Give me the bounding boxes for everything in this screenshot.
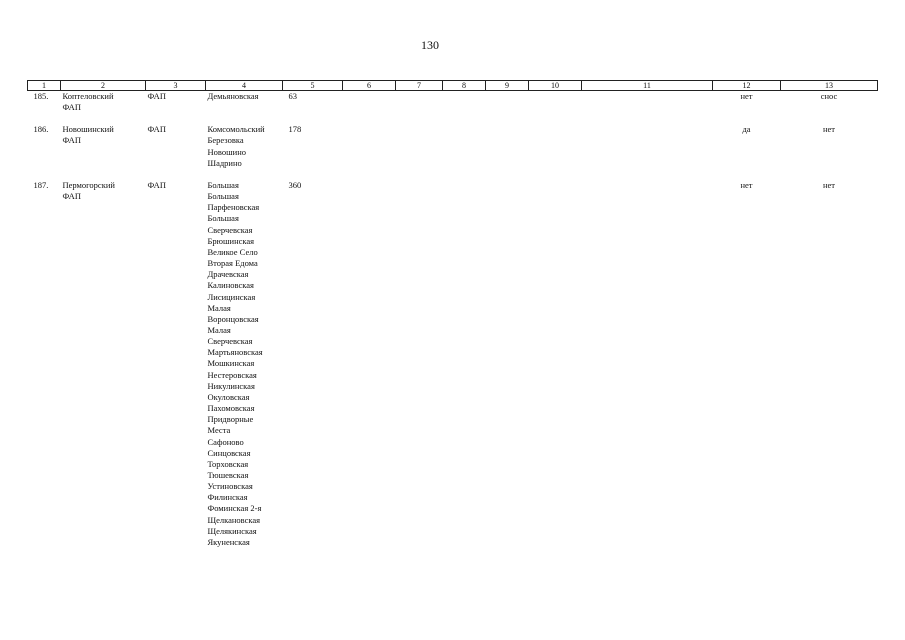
settlement: Якуненская	[207, 536, 250, 547]
facility-name	[61, 124, 146, 169]
facility-name-line: Новошинский	[62, 124, 114, 135]
settlement: Устиновская	[207, 481, 253, 492]
empty-cell	[582, 91, 713, 114]
settlement: Мошкинская	[207, 358, 255, 369]
row-number: 187.	[33, 179, 49, 190]
col12-value: нет	[740, 91, 753, 101]
facility-name-line: ФАП	[62, 191, 81, 202]
col-header-13: 13	[781, 81, 878, 91]
settlement: Новошино	[207, 146, 246, 157]
col-header-9: 9	[486, 81, 529, 91]
empty-cell	[443, 124, 486, 169]
empty-cell	[529, 91, 582, 114]
table-row	[28, 91, 878, 114]
settlement: Нестеровская	[207, 369, 257, 380]
settlement: Шадрино	[207, 157, 242, 168]
empty-cell	[486, 124, 529, 169]
settlement: Синцовская	[207, 447, 251, 458]
settlement: Парфеновская	[207, 202, 260, 213]
col13-value: снос	[820, 91, 838, 101]
settlement: Сверчевская	[207, 336, 253, 347]
settlement: Торховская	[207, 458, 249, 469]
settlement: Малая	[207, 302, 231, 313]
facility-name-line: ФАП	[62, 135, 81, 146]
table-row	[28, 180, 878, 548]
settlement: Большая	[207, 191, 239, 202]
settlement: Малая	[207, 324, 231, 335]
empty-cell	[582, 180, 713, 548]
col-header-6: 6	[343, 81, 396, 91]
settlements-cell	[206, 180, 283, 548]
facility-name-line: ФАП	[62, 102, 81, 113]
table-row	[28, 124, 878, 169]
col-header-12: 12	[713, 81, 781, 91]
col-header-1: 1	[28, 81, 61, 91]
settlement: Воронцовская	[207, 313, 259, 324]
col-header-11: 11	[582, 81, 713, 91]
facility-type: ФАП	[147, 179, 166, 190]
settlement: Места	[207, 425, 231, 436]
settlement: Сверчевская	[207, 224, 253, 235]
col-header-4: 4	[206, 81, 283, 91]
row-spacer	[28, 169, 878, 180]
population: 360	[288, 179, 302, 190]
column-number-row	[28, 81, 878, 91]
col-header-10: 10	[529, 81, 582, 91]
facility-name-line: Коптеловский	[62, 91, 114, 101]
settlements-cell	[206, 91, 283, 114]
settlement: Никулинская	[207, 380, 255, 391]
settlement: Вторая Едома	[207, 258, 258, 269]
settlements-cell	[206, 124, 283, 169]
population: 63	[288, 91, 297, 101]
settlement: Лисицинская	[207, 291, 256, 302]
facility-name	[61, 180, 146, 548]
settlement: Мартьяновская	[207, 347, 263, 358]
settlement: Пахомовская	[207, 403, 255, 414]
col-header-8: 8	[443, 81, 486, 91]
col13-value: нет	[822, 124, 836, 135]
settlement: Сафоново	[207, 436, 244, 447]
page-number: 130	[421, 38, 439, 52]
settlement: Драчевская	[207, 269, 249, 280]
col12-value: да	[742, 124, 751, 135]
empty-cell	[486, 180, 529, 548]
empty-cell	[443, 91, 486, 114]
settlement: Березовка	[207, 135, 244, 146]
settlements-table	[27, 80, 878, 548]
col-header-2: 2	[61, 81, 146, 91]
empty-cell	[343, 180, 396, 548]
empty-cell	[396, 91, 443, 114]
empty-cell	[343, 91, 396, 114]
empty-cell	[343, 124, 396, 169]
settlement: Придворные	[207, 414, 254, 425]
settlement: Щелякинская	[207, 525, 257, 536]
empty-cell	[396, 124, 443, 169]
col-header-5: 5	[283, 81, 343, 91]
empty-cell	[486, 91, 529, 114]
facility-type: ФАП	[147, 91, 166, 101]
col13-value: нет	[822, 179, 836, 190]
empty-cell	[529, 124, 582, 169]
population: 178	[288, 124, 302, 135]
row-number: 185.	[33, 91, 49, 101]
settlement: Окуловская	[207, 391, 250, 402]
row-spacer	[28, 113, 878, 124]
settlement: Фоминская 2-я	[207, 503, 262, 514]
settlement: Щелкановская	[207, 514, 261, 525]
settlement: Великое Село	[207, 246, 258, 257]
settlement: Большая	[207, 213, 239, 224]
empty-cell	[443, 180, 486, 548]
settlement: Филинская	[207, 492, 248, 503]
settlement: Калиновская	[207, 280, 254, 291]
col-header-7: 7	[396, 81, 443, 91]
settlement: Брюшинская	[207, 235, 255, 246]
facility-name	[61, 91, 146, 114]
row-number: 186.	[33, 124, 49, 135]
empty-cell	[582, 124, 713, 169]
empty-cell	[396, 180, 443, 548]
settlement: Комсомольский	[207, 124, 265, 135]
facility-type: ФАП	[147, 124, 166, 135]
settlement: Демьяновская	[207, 91, 259, 101]
empty-cell	[529, 180, 582, 548]
facility-name-line: Пермогорский	[62, 179, 115, 190]
col-header-3: 3	[146, 81, 206, 91]
settlement: Тюшевская	[207, 470, 249, 480]
col12-value: нет	[740, 179, 753, 190]
settlement: Большая	[207, 179, 239, 190]
